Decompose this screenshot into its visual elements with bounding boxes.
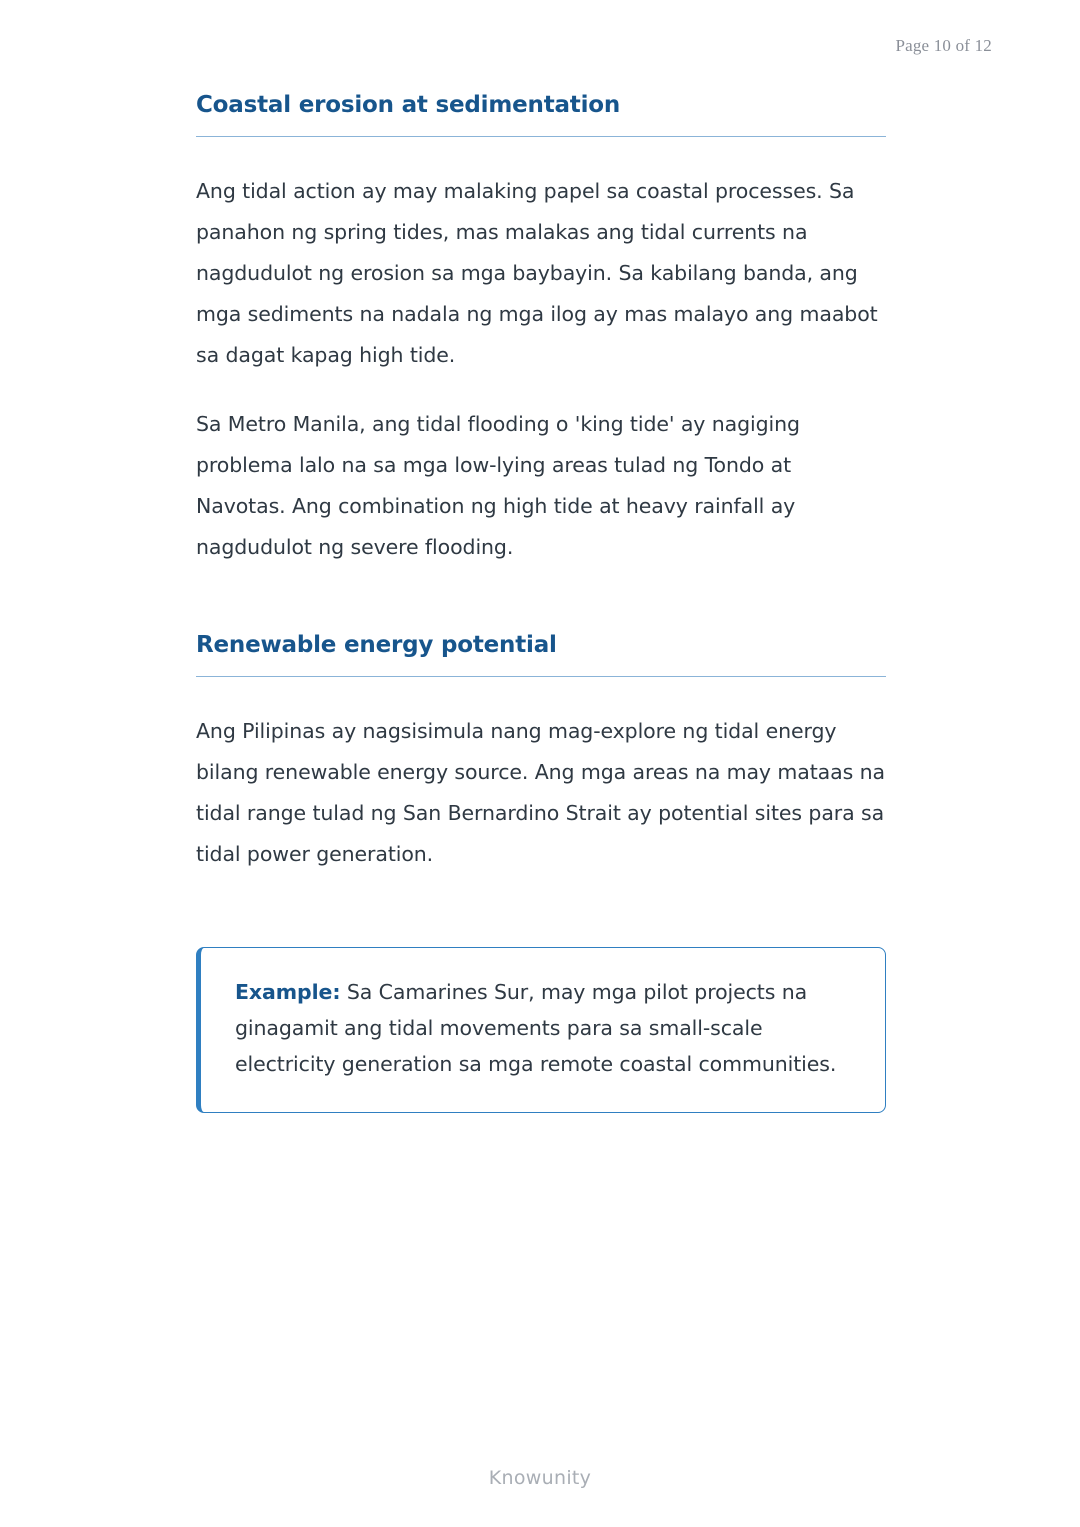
section-heading-coastal-erosion: Coastal erosion at sedimentation	[196, 92, 621, 118]
paragraph-metro-manila: Sa Metro Manila, ang tidal flooding o 'king tide' ay nagiging problema lalo na sa mga low-lying areas tulad ng Tondo at Navotas. Ang combination ng high tide at heavy rainfall ay nagdudulot ng severe flooding.	[196, 412, 800, 559]
heading-divider	[196, 676, 886, 677]
document-content	[196, 92, 886, 1113]
example-label: Example:	[235, 980, 341, 1004]
section-heading-renewable-energy: Renewable energy potential	[196, 632, 557, 658]
example-callout-box	[196, 947, 886, 1113]
page-number: Page 10 of 12	[895, 36, 992, 55]
footer-brand: Knowunity	[488, 1467, 592, 1489]
section-spacer	[196, 596, 886, 632]
paragraph-tidal-action: Ang tidal action ay may malaking papel sa coastal processes. Sa panahon ng spring tides, mas malakas ang tidal currents na nagdudulot ng erosion sa mga baybayin. Sa kabilang banda, ang mga sediments na nadala ng mga ilog ay mas malayo ang maabot sa dagat kapag high tide.	[196, 179, 878, 367]
paragraph-renewable-energy: Ang Pilipinas ay nagsisimula nang mag-explore ng tidal energy bilang renewable energy source. Ang mga areas na may mataas na tidal range tulad ng San Bernardino Strait ay potential sites para sa tidal power generation.	[196, 719, 885, 866]
example-body: Sa Camarines Sur, may mga pilot projects na ginagamit ang tidal movements para sa small-scale electricity generation sa mga remote coastal communities.	[235, 980, 837, 1076]
box-spacer	[196, 903, 886, 931]
example-callout-text	[235, 974, 853, 1082]
heading-divider	[196, 136, 886, 137]
